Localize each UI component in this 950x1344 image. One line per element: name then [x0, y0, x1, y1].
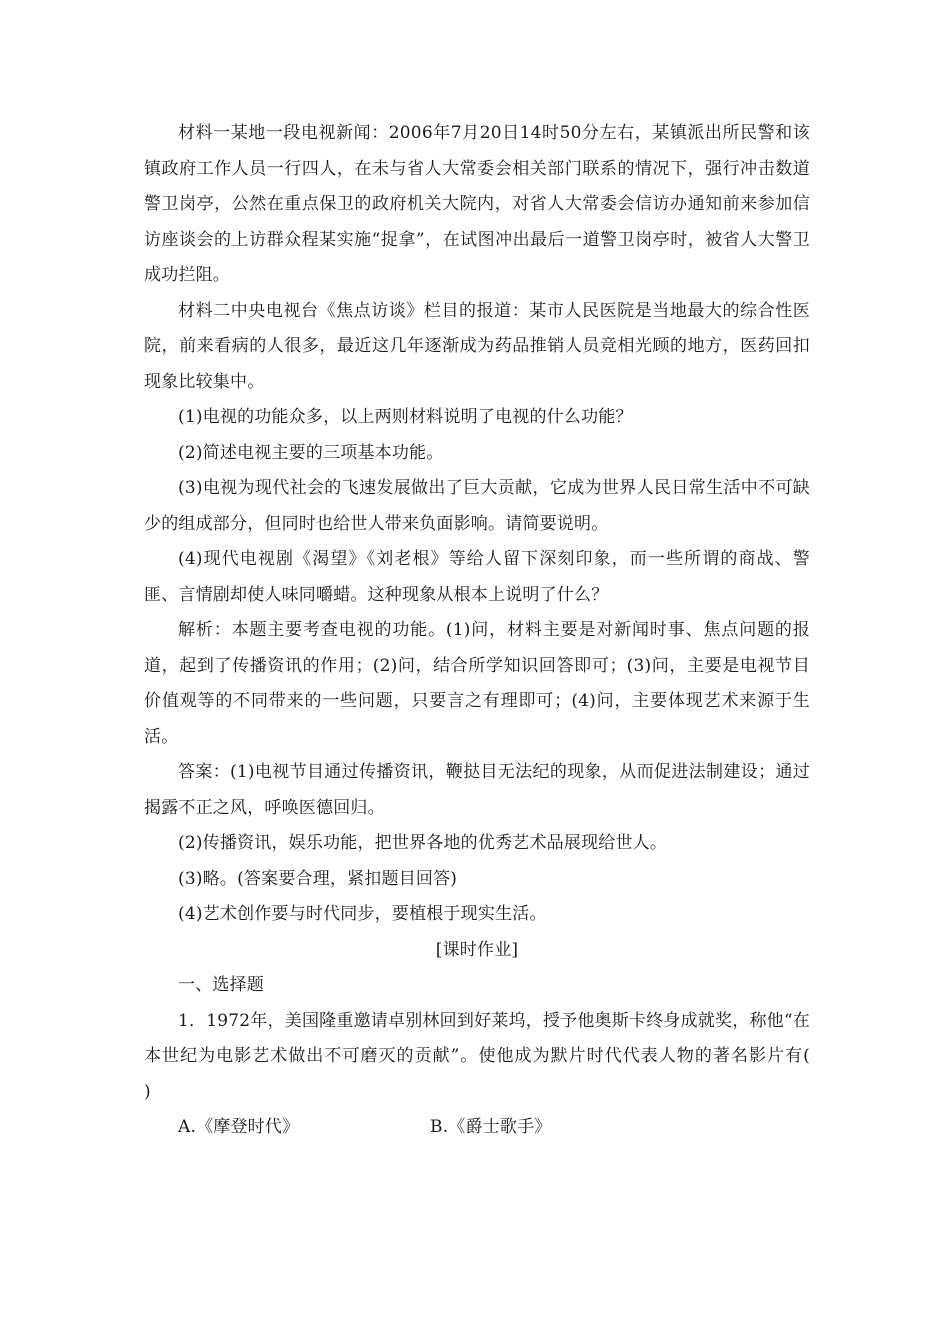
material-two-paragraph: 材料二中央电视台《焦点访谈》栏目的报道：某市人民医院是当地最大的综合性医院，前来看病的人很多，最近这几年逐渐成为药品推销人员竞相光顾的地方，医药回扣现象比较集中。	[144, 300, 810, 392]
analysis-paragraph: 解析：本题主要考查电视的功能。(1)问，材料主要是对新闻时事、焦点问题的报道，起到了传播资讯的作用；(2)问，结合所学知识回答即可；(3)问，主要是电视节目价值观等的不同带来的一些问题，只要言之有理即可；(4)问，主要体现艺术来源于生活。	[144, 620, 810, 747]
choice-question-1: 1．1972年，美国隆重邀请卓别林回到好莱坞，授予他奥斯卡终身成就奖，称他“在本世纪为电影艺术做出不可磨灭的贡献”。使他成为默片时代代表人物的著名影片有( )	[144, 1010, 845, 1102]
question-2-text: (2)简述电视主要的三项基本功能。	[178, 442, 444, 463]
material-one-paragraph: 材料一某地一段电视新闻：2006年7月20日14时50分左右，某镇派出所民警和该镇政府工作人员一行四人，在未与省人大常委会相关部门联系的情况下，强行冲击数道警卫岗亭，公然在重点保卫的政府机关大院内，对省人大常委会信访办通知前来参加信访座谈会的上访群众程某实施“捉拿”，在试图冲出最后一道警卫岗亭时，被省人大警卫成功拦阻。	[144, 123, 810, 285]
answer-4-text: (4)艺术创作要与时代同步，要植根于现实生活。	[178, 904, 547, 924]
question-1-text: (1)电视的功能众多，以上两则材料说明了电视的什么功能？	[178, 407, 633, 427]
option-b: B.《爵士歌手》	[430, 1117, 552, 1137]
part-heading: 一、选择题	[178, 975, 264, 995]
answer-options	[144, 1110, 810, 1146]
question-4-text: (4)现代电视剧《渴望》《刘老根》等给人留下深刻印象，而一些所谓的商战、警匪、言情剧却使人味同嚼蜡。这种现象从根本上说明了什么？	[144, 549, 810, 605]
answer-2-text: (2)传播资讯，娱乐功能，把世界各地的优秀艺术品展现给世人。	[178, 833, 668, 853]
section-title: [课时作业]	[435, 939, 519, 960]
answer-1-text: 答案：(1)电视节目通过传播资讯，鞭挞目无法纪的现象，从而促进法制建设；通过揭露不正之风，呼唤医德回归。	[144, 762, 810, 818]
question-3-text: (3)电视为现代社会的飞速发展做出了巨大贡献，它成为世界人民日常生活中不可缺少的组成部分，但同时也给世人带来负面影响。请简要说明。	[144, 478, 810, 534]
option-a: A.《摩登时代》	[178, 1117, 300, 1137]
answer-3-text: (3)略。(答案要合理，紧扣题目回答)	[178, 868, 458, 889]
document-page	[144, 116, 845, 1146]
